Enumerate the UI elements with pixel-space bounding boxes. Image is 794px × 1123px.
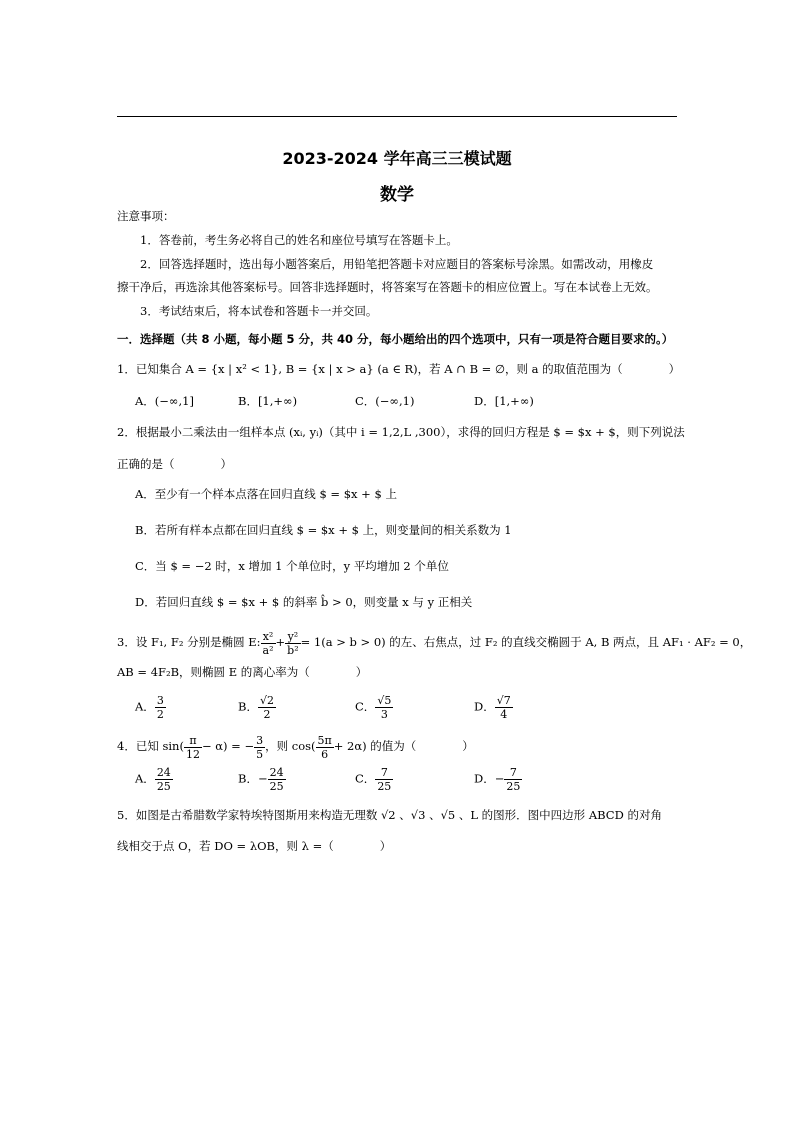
fraction-denominator: 25 <box>377 780 392 793</box>
fraction-numerator: 3 <box>156 694 164 707</box>
question-4-stem <box>117 731 474 761</box>
option-label: D．− <box>474 771 505 786</box>
fraction-denominator: 25 <box>156 780 171 793</box>
exam-title: 2023-2024 学年高三三模试题 <box>282 149 512 168</box>
question-1-option-d: D．[1,+∞) <box>474 394 534 408</box>
question-4-stem-part-c: ，则 cos( <box>265 739 316 753</box>
fraction-denominator: b² <box>287 643 299 657</box>
question-3-stem-line-2: AB = 4F₂B，则椭圆 E 的离心率为（ ） <box>117 665 368 679</box>
fraction-denominator: 2 <box>263 708 271 721</box>
fraction-numerator: 3 <box>256 733 264 747</box>
notice-item-2-line-1: 2．回答选择题时，选出每小题答案后，用铅笔把答题卡对应题目的答案标号涂黑。如需改动，用橡皮 <box>140 257 654 271</box>
question-4-option-d <box>474 766 522 793</box>
option-label: C． <box>355 699 376 714</box>
question-3-stem-part-a: 3．设 F₁, F₂ 分别是椭圆 E: <box>117 635 261 649</box>
three-fifths-fraction <box>254 734 265 761</box>
fraction-numerator: 7 <box>504 766 522 780</box>
five-pi-over-6-fraction <box>316 734 334 761</box>
notice-item-3: 3．考试结束后，将本试卷和答题卡一并交回。 <box>140 304 378 318</box>
option-fraction <box>155 766 173 793</box>
ellipse-y-fraction <box>285 630 300 657</box>
ellipse-x-fraction <box>261 630 276 657</box>
option-label: D． <box>474 699 495 714</box>
header-rule <box>117 116 677 117</box>
question-1-option-a: A．(−∞,1] <box>135 394 194 408</box>
fraction-numerator: 24 <box>269 766 284 779</box>
question-4-stem-part-b: − α) = − <box>201 739 255 753</box>
question-4-option-b <box>238 766 286 793</box>
fraction-denominator: 4 <box>500 708 508 721</box>
option-label: C． <box>355 771 376 786</box>
question-3-stem-part-b: = 1(a > b > 0) 的左、右焦点，过 F₂ 的直线交椭圆于 A, B 两点，且 AF₁ · AF₂ = 0， <box>300 635 752 649</box>
question-3-stem-line-1 <box>117 627 751 657</box>
option-fraction <box>268 766 286 793</box>
question-3-option-b <box>238 694 276 721</box>
question-4-option-c <box>355 766 393 793</box>
question-1-option-b: B．[1,+∞) <box>238 394 298 408</box>
option-fraction <box>155 694 166 721</box>
fraction-denominator: 3 <box>380 708 388 721</box>
question-3-option-d <box>474 694 513 721</box>
fraction-numerator: y² <box>285 630 300 644</box>
question-3-option-c <box>355 694 393 721</box>
fraction-numerator: 24 <box>156 766 171 779</box>
question-2-option-b: B．若所有样本点都在回归直线 $ = $x + $ 上，则变量间的相关系数为 1 <box>135 523 512 537</box>
fraction-numerator: √2 <box>259 694 274 707</box>
fraction-numerator: √5 <box>377 694 392 707</box>
fraction-denominator: 5 <box>256 747 264 761</box>
fraction-numerator: x² <box>261 630 276 644</box>
fraction-denominator: 25 <box>506 780 521 793</box>
section-heading: 一．选择题（共 8 小题，每小题 5 分，共 40 分，每小题给出的四个选项中，只有一项是符合题目要求的。） <box>117 332 674 346</box>
question-1-stem: 1．已知集合 A = {x | x² < 1}, B = {x | x > a} (a ∈ R)，若 A ∩ B = ∅，则 a 的取值范围为（ ） <box>117 362 681 376</box>
fraction-denominator: 12 <box>185 747 200 761</box>
question-2-option-d: D．若回归直线 $ = $x + $ 的斜率 b̂ > 0，则变量 x 与 y 正相关 <box>135 595 473 609</box>
fraction-numerator: √7 <box>496 694 511 707</box>
option-fraction <box>258 694 276 721</box>
question-2-stem-line-2: 正确的是（ ） <box>117 457 232 471</box>
question-4-option-a <box>135 766 173 793</box>
pi-over-12-fraction <box>184 734 202 761</box>
option-label: A． <box>135 771 155 786</box>
option-fraction <box>375 694 393 721</box>
notice-item-2-line-2: 擦干净后，再选涂其他答案标号。回答非选择题时，将答案写在答题卡的相应位置上。写在本试卷上无效。 <box>117 280 658 294</box>
fraction-denominator: a² <box>262 643 274 657</box>
question-5-stem-line-1: 5．如图是古希腊数学家特埃特图斯用来构造无理数 √2 、√3 、√5 、L 的图形．图中四边形 ABCD 的对角 <box>117 808 662 822</box>
option-fraction <box>375 766 393 793</box>
question-5-stem-line-2: 线相交于点 O，若 DO = λOB，则 λ =（ ） <box>117 839 392 853</box>
plus-sign: + <box>275 635 286 649</box>
question-1-option-c: C．(−∞,1) <box>355 394 415 408</box>
question-2-stem-line-1: 2．根据最小二乘法由一组样本点 (xᵢ, yᵢ)（其中 i = 1,2,L ,300），求得的回归方程是 $ = $x + $，则下列说法 <box>117 425 685 439</box>
notice-item-1: 1．答卷前，考生务必将自己的姓名和座位号填写在答题卡上。 <box>140 233 458 247</box>
fraction-denominator: 2 <box>156 708 164 721</box>
fraction-numerator: 7 <box>375 766 393 780</box>
fraction-numerator: π <box>184 734 202 748</box>
question-2-option-a: A．至少有一个样本点落在回归直线 $ = $x + $ 上 <box>135 487 397 501</box>
option-label: A． <box>135 699 155 714</box>
question-4-stem-part-d: + 2α) 的值为（ ） <box>333 739 474 753</box>
question-4-stem-part-a: 4．已知 sin( <box>117 739 184 753</box>
question-2-option-c: C．当 $ = −2 时，x 增加 1 个单位时，y 平均增加 2 个单位 <box>135 559 449 573</box>
option-label: B． <box>238 699 258 714</box>
option-label: B．− <box>238 771 268 786</box>
fraction-denominator: 25 <box>269 780 284 793</box>
fraction-denominator: 6 <box>321 747 329 761</box>
option-fraction <box>504 766 522 793</box>
notice-heading: 注意事项： <box>117 209 175 223</box>
question-3-option-a <box>135 694 166 721</box>
option-fraction <box>495 694 513 721</box>
exam-subject: 数学 <box>380 185 414 205</box>
fraction-numerator: 5π <box>317 733 332 747</box>
